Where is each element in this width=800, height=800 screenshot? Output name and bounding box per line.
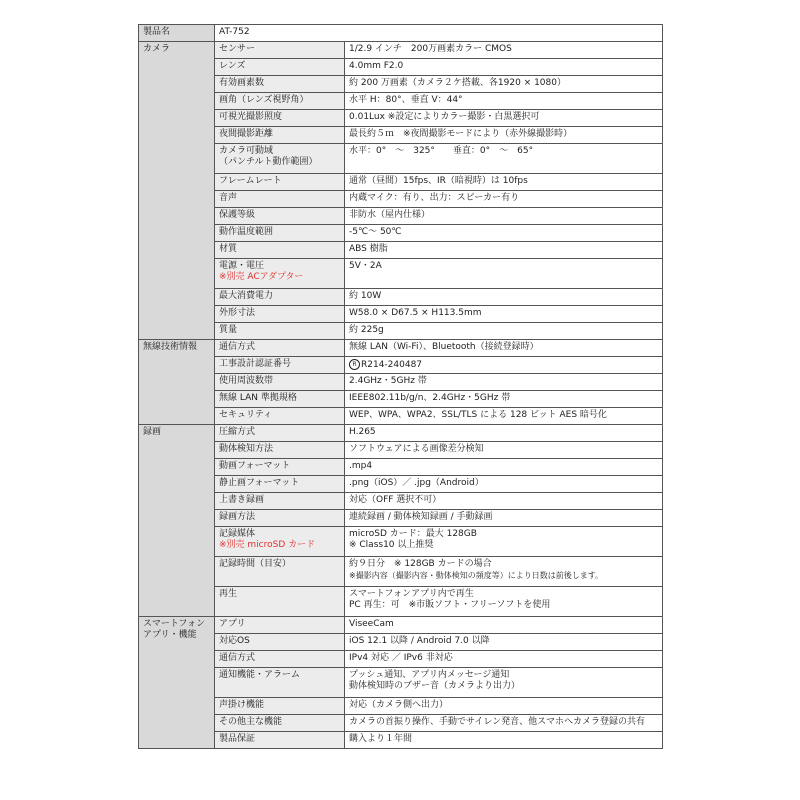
table-row xyxy=(139,510,663,527)
category-app-line-2: アプリ・機能 xyxy=(143,630,197,640)
spec-value: 水平：0° ～ 325° 垂直：0° ～ 65° xyxy=(345,144,663,174)
table-row xyxy=(139,357,663,374)
spec-value: 1/2.9 インチ 200万画素カラー CMOS xyxy=(345,42,663,59)
table-row xyxy=(139,617,663,634)
table-row xyxy=(139,289,663,306)
table-row xyxy=(139,110,663,127)
category-app-line: スマートフォン xyxy=(143,619,206,629)
spec-key: 録画方法 xyxy=(215,510,345,527)
spec-key: 記録時間（目安） xyxy=(215,557,345,587)
table-row xyxy=(139,527,663,557)
spec-value: IEEE802.11b/g/n、2.4GHz・5GHz 帯 xyxy=(345,391,663,408)
spec-value: IPv4 対応 ／ IPv6 非対応 xyxy=(345,651,663,668)
spec-key: 動作温度範囲 xyxy=(215,225,345,242)
table-row xyxy=(139,476,663,493)
spec-value: 約 225g xyxy=(345,323,663,340)
spec-key: 声掛け機能 xyxy=(215,698,345,715)
spec-key: セキュリティ xyxy=(215,408,345,425)
spec-key: 可視光撮影照度 xyxy=(215,110,345,127)
spec-value: 購入より１年間 xyxy=(345,732,663,749)
spec-key: 最大消費電力 xyxy=(215,289,345,306)
table-row xyxy=(139,340,663,357)
spec-key xyxy=(215,144,345,174)
spec-key: 質量 xyxy=(215,323,345,340)
spec-key: 夜間撮影距離 xyxy=(215,127,345,144)
spec-value: 通常（昼間）15fps、IR（暗視時）は 10fps xyxy=(345,174,663,191)
table-row xyxy=(139,42,663,59)
spec-key: 上書き録画 xyxy=(215,493,345,510)
table-row xyxy=(139,144,663,174)
table-row xyxy=(139,634,663,651)
spec-key: 工事設計認証番号 xyxy=(215,357,345,374)
spec-value-line: スマートフォンアプリ内で再生 xyxy=(349,589,474,599)
spec-key: 通知機能・アラーム xyxy=(215,668,345,698)
spec-key: 有効画素数 xyxy=(215,76,345,93)
spec-value-line-2: ※ Class10 以上推奨 xyxy=(349,540,434,550)
table-row xyxy=(139,587,663,617)
table-row xyxy=(139,93,663,110)
spec-value xyxy=(345,357,663,374)
spec-key: 無線 LAN 準拠規格 xyxy=(215,391,345,408)
spec-key-note: ※別売 ACアダプター xyxy=(219,272,304,282)
spec-key-line: 電源・電圧 xyxy=(219,261,265,271)
spec-key: その他主な機能 xyxy=(215,715,345,732)
table-row xyxy=(139,242,663,259)
table-row xyxy=(139,459,663,476)
spec-value xyxy=(345,557,663,587)
spec-value: 対応（カメラ側へ出力） xyxy=(345,698,663,715)
spec-value: 水平 H：80°、垂直 V：44° xyxy=(345,93,663,110)
category-app xyxy=(139,617,215,749)
spec-key: 圧縮方式 xyxy=(215,425,345,442)
certification-number: R214-240487 xyxy=(361,360,423,370)
spec-table xyxy=(138,24,663,749)
spec-value: 連続録画 / 動体検知録画 / 手動録画 xyxy=(345,510,663,527)
spec-key: 静止画フォーマット xyxy=(215,476,345,493)
table-row xyxy=(139,698,663,715)
spec-value: H.265 xyxy=(345,425,663,442)
table-row xyxy=(139,715,663,732)
spec-value: 非防水（屋内仕様） xyxy=(345,208,663,225)
spec-key: 保護等級 xyxy=(215,208,345,225)
spec-value-line-2: ※撮影内容（撮影内容・動体検知の頻度等）により日数は前後します。 xyxy=(349,571,604,580)
table-row xyxy=(139,191,663,208)
spec-value-line-2: PC 再生：可 ※市販ソフト・フリーソフトを使用 xyxy=(349,600,551,610)
spec-value: ソフトウェアによる画像差分検知 xyxy=(345,442,663,459)
spec-value-line-2: 動体検知時のブザー音（カメラより出力） xyxy=(349,681,521,691)
table-row xyxy=(139,651,663,668)
spec-key: アプリ xyxy=(215,617,345,634)
spec-value xyxy=(345,668,663,698)
spec-value: .mp4 xyxy=(345,459,663,476)
spec-key: 材質 xyxy=(215,242,345,259)
spec-value xyxy=(345,527,663,557)
spec-key xyxy=(215,527,345,557)
table-row xyxy=(139,25,663,42)
table-row xyxy=(139,76,663,93)
spec-value: ABS 樹脂 xyxy=(345,242,663,259)
spec-value: 0.01Lux ※設定によりカラー撮影・白黒選択可 xyxy=(345,110,663,127)
spec-key-line: カメラ可動域 xyxy=(219,146,274,156)
table-row xyxy=(139,225,663,242)
table-row xyxy=(139,374,663,391)
category-camera: カメラ xyxy=(139,42,215,340)
spec-key: センサー xyxy=(215,42,345,59)
spec-value: .png（iOS）／ .jpg（Android） xyxy=(345,476,663,493)
spec-key xyxy=(215,259,345,289)
spec-value: 対応（OFF 選択不可） xyxy=(345,493,663,510)
table-row xyxy=(139,408,663,425)
spec-key: 再生 xyxy=(215,587,345,617)
spec-key: 通信方式 xyxy=(215,340,345,357)
spec-value-line: プッシュ通知、アプリ内メッセージ通知 xyxy=(349,670,510,680)
spec-key: 動画フォーマット xyxy=(215,459,345,476)
spec-key-line-2: （パンチルト動作範囲） xyxy=(219,157,318,167)
table-row xyxy=(139,493,663,510)
table-row xyxy=(139,732,663,749)
spec-value: 5V・2A xyxy=(345,259,663,289)
spec-value: WEP、WPA、WPA2、SSL/TLS による 128 ビット AES 暗号化 xyxy=(345,408,663,425)
table-row xyxy=(139,306,663,323)
table-row xyxy=(139,127,663,144)
spec-key-line: 記録媒体 xyxy=(219,529,256,539)
spec-value: 無線 LAN（Wi-Fi）、Bluetooth（接続登録時） xyxy=(345,340,663,357)
spec-value xyxy=(345,587,663,617)
table-row xyxy=(139,323,663,340)
spec-key: 対応OS xyxy=(215,634,345,651)
spec-key: 通信方式 xyxy=(215,651,345,668)
spec-key: フレームレート xyxy=(215,174,345,191)
spec-key: 画角（レンズ視野角） xyxy=(215,93,345,110)
spec-value: ViseeCam xyxy=(345,617,663,634)
table-row xyxy=(139,668,663,698)
spec-value: 2.4GHz・5GHz 帯 xyxy=(345,374,663,391)
spec-value-line: 約９日分 ※ 128GB カードの場合 xyxy=(349,559,492,569)
spec-value-line: microSD カード：最大 128GB xyxy=(349,529,477,539)
table-row xyxy=(139,208,663,225)
spec-value: 最長約５ｍ ※夜間撮影モードにより（赤外線撮影時） xyxy=(345,127,663,144)
table-row xyxy=(139,391,663,408)
spec-key: 使用周波数帯 xyxy=(215,374,345,391)
spec-value: 4.0mm F2.0 xyxy=(345,59,663,76)
table-row xyxy=(139,425,663,442)
table-row xyxy=(139,174,663,191)
spec-key: 製品保証 xyxy=(215,732,345,749)
table-row xyxy=(139,59,663,76)
product-name-value: AT-752 xyxy=(215,25,663,42)
certification-mark-icon: R xyxy=(349,359,360,370)
spec-value: 約 10W xyxy=(345,289,663,306)
table-row xyxy=(139,442,663,459)
spec-value: -5℃～ 50℃ xyxy=(345,225,663,242)
spec-key-note: ※別売 microSD カード xyxy=(219,540,316,550)
category-wireless: 無線技術情報 xyxy=(139,340,215,425)
spec-key: 動体検知方法 xyxy=(215,442,345,459)
table-row xyxy=(139,557,663,587)
spec-value: 約 200 万画素（カメラ２ケ搭載、各1920 × 1080） xyxy=(345,76,663,93)
spec-key: 音声 xyxy=(215,191,345,208)
spec-value: 内蔵マイク：有り、出力：スピーカー有り xyxy=(345,191,663,208)
category-recording: 録画 xyxy=(139,425,215,617)
spec-value: W58.0 × D67.5 × H113.5mm xyxy=(345,306,663,323)
spec-value: カメラの首振り操作、手動でサイレン発音、他スマホへカメラ登録の共有 xyxy=(345,715,663,732)
spec-key: 外形寸法 xyxy=(215,306,345,323)
spec-key: レンズ xyxy=(215,59,345,76)
table-row xyxy=(139,259,663,289)
spec-value: iOS 12.1 以降 / Android 7.0 以降 xyxy=(345,634,663,651)
product-name-label: 製品名 xyxy=(139,25,215,42)
